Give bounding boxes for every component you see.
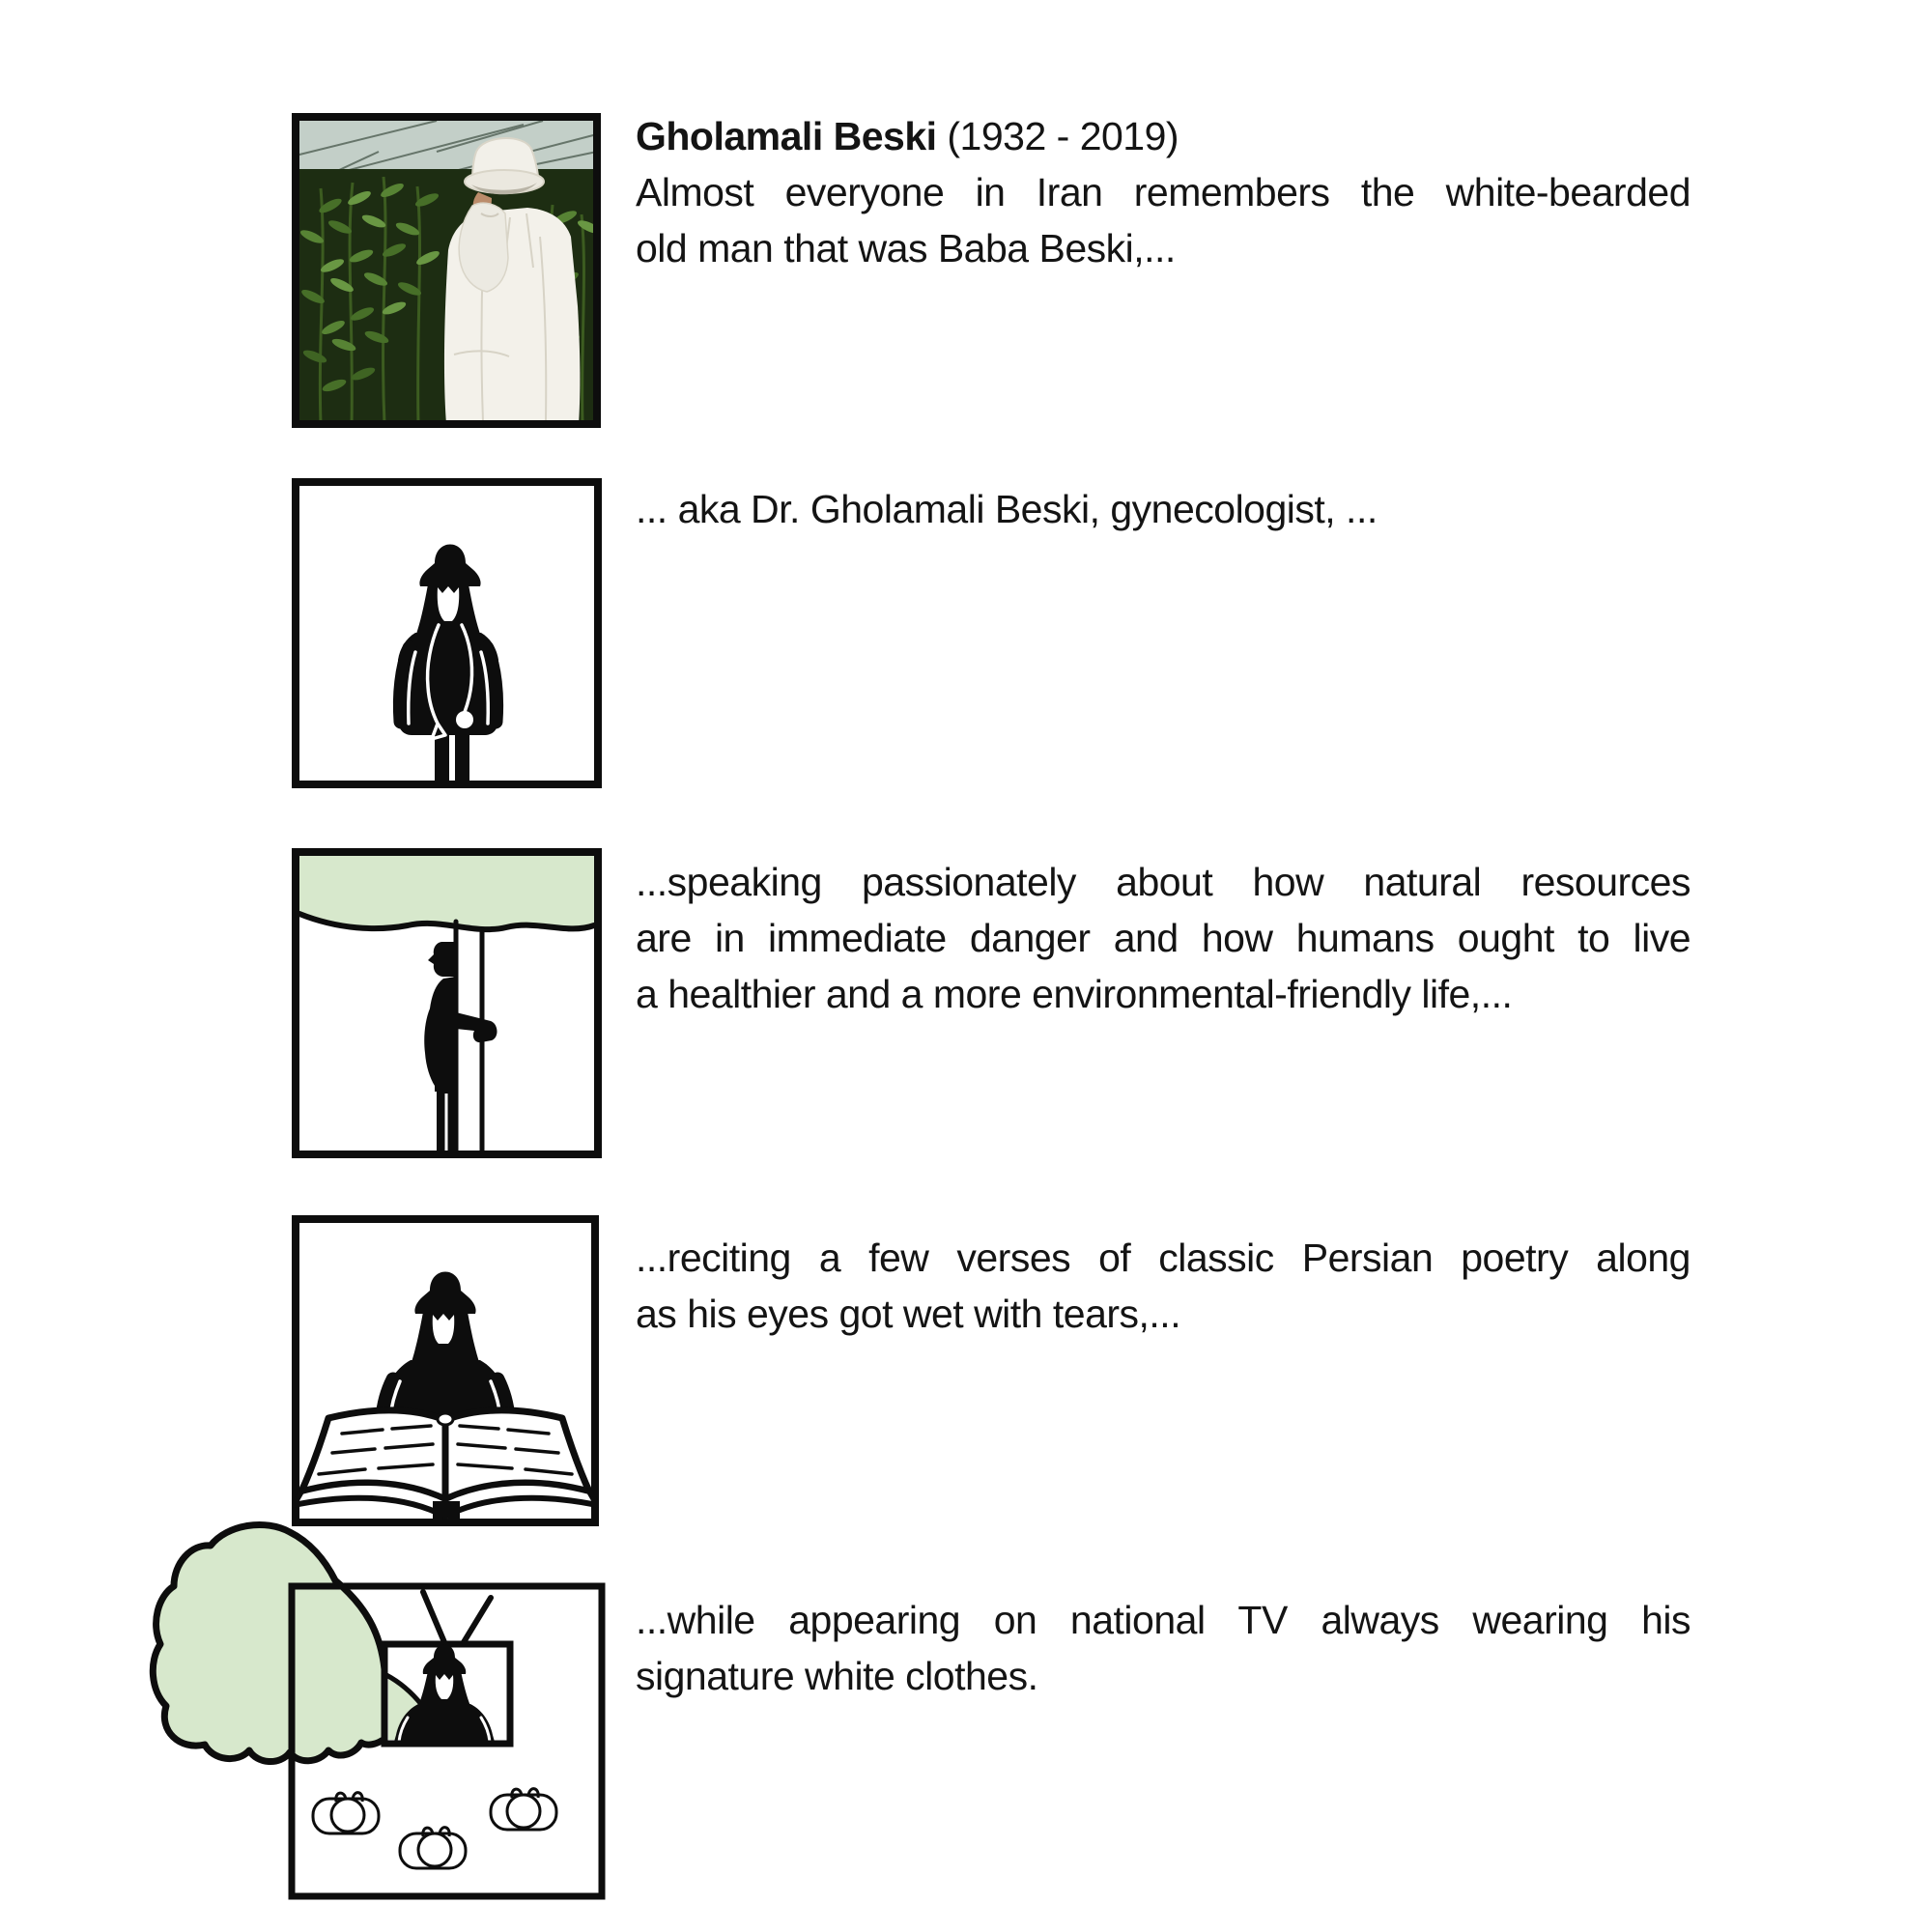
television xyxy=(384,1592,510,1744)
tv-viewers xyxy=(313,1789,556,1868)
bucket-hat xyxy=(419,545,480,587)
tree-hugger-silhouette xyxy=(424,942,497,1151)
page-title xyxy=(636,108,1690,164)
open-book-illustration xyxy=(292,1215,599,1526)
tree-hugging-illustration xyxy=(292,848,602,1158)
viewer xyxy=(491,1789,556,1830)
tv-broadcast-illustration xyxy=(145,1517,609,1903)
doctor-silhouette xyxy=(398,545,498,781)
caption-poetry: ...reciting a few verses of classic Persian poetry along as his eyes got wet with tears,... xyxy=(636,1236,1690,1336)
caption-tv: ...while appearing on national TV always wearing his signature white clothes. xyxy=(636,1598,1690,1698)
speech-cloud-fill xyxy=(153,1524,384,1761)
caption-intro: Almost everyone in Iran remembers the white-bearded old man that was Baba Beski,... xyxy=(636,170,1690,270)
viewer xyxy=(313,1793,379,1833)
tv-antenna-right xyxy=(464,1598,491,1642)
white-beard xyxy=(459,203,508,292)
doctor-figure-illustration xyxy=(292,478,602,788)
intro-text-block xyxy=(636,108,1690,276)
reciting-silhouette xyxy=(383,1272,508,1421)
tv-antenna-left xyxy=(423,1592,444,1642)
bucket-hat xyxy=(414,1272,475,1315)
hugging-arm xyxy=(456,1012,497,1042)
person-years: (1932 - 2019) xyxy=(936,114,1179,158)
person-name: Gholamali Beski xyxy=(636,114,937,158)
caption-environment: ...speaking passionately about how natural resources are in immediate danger and how humans ought to live a healthier and a more environmental-friendly life,... xyxy=(636,860,1690,1016)
tree-canopy xyxy=(299,856,594,929)
viewer xyxy=(400,1828,466,1868)
photo-baba-beski xyxy=(292,113,601,428)
caption-gynecologist: ... aka Dr. Gholamali Beski, gynecologist, ... xyxy=(636,487,1378,531)
open-book xyxy=(294,1410,597,1519)
